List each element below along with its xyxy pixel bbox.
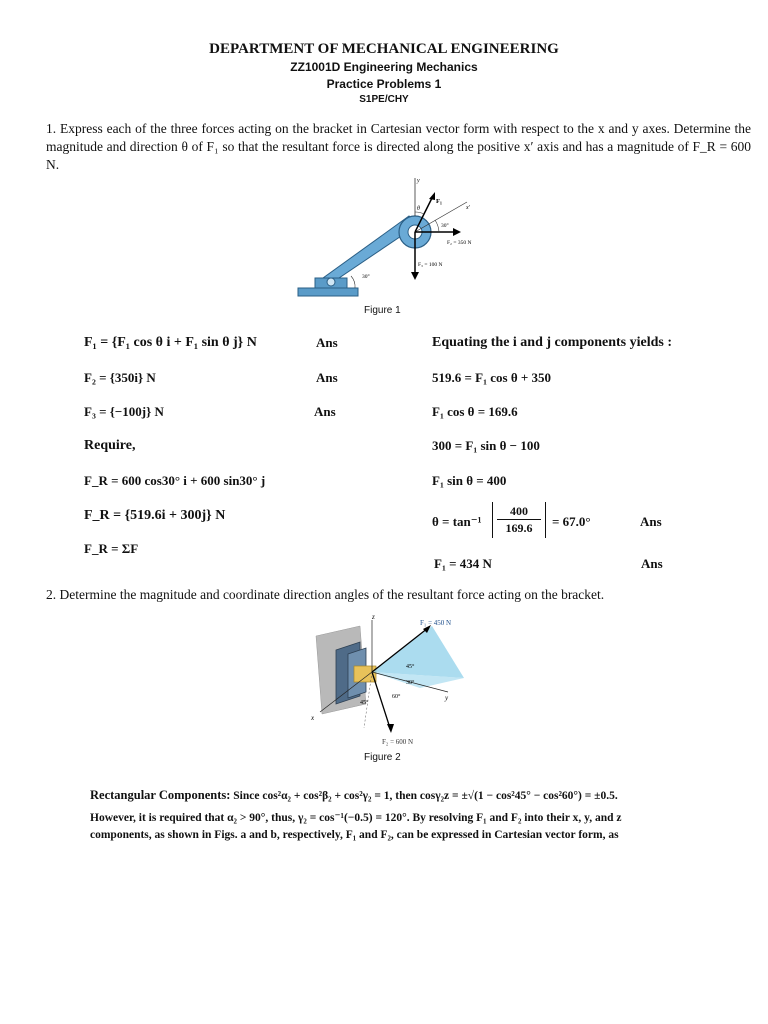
solution-f2: F₂ = {350i} N — [84, 370, 156, 385]
solution-f3-ans: Ans — [314, 404, 336, 419]
course-title: ZZ1001D Engineering Mechanics — [290, 60, 478, 74]
solution-f1-value-ans: Ans — [641, 556, 663, 571]
solution-eq-head: Equating the i and j components yields : — [432, 335, 672, 350]
solution-theta-fraction — [492, 502, 546, 538]
figure-2 — [308, 612, 478, 750]
fig1-label-xprime: x′ — [466, 205, 470, 211]
fig1-label-angle30a: 30° — [441, 223, 449, 229]
solution-fr3: F_R = ΣF — [84, 541, 139, 556]
fig2-label-30: 30° — [406, 680, 415, 686]
solution2-line-3: components, as shown in Figs. a and b, respectively, F₁ and F₂, can be expressed in Cartesian vector form, as — [90, 829, 619, 841]
solution-eq3: 300 = F₁ sin θ − 100 — [432, 438, 540, 453]
solution-fr1: F_R = 600 cos30° i + 600 sin30° j — [84, 473, 266, 488]
solution2-line-1 — [90, 788, 730, 803]
solution-require: Require, — [84, 438, 136, 453]
figure-2-caption: Figure 2 — [364, 752, 401, 763]
figure-1 — [285, 172, 505, 304]
practice-title: Practice Problems 1 — [326, 77, 442, 91]
solution-theta-denominator: 169.6 — [505, 521, 533, 535]
solution-f1-ans: Ans — [316, 335, 338, 350]
fig2-label-45a: 45° — [406, 664, 415, 670]
department-title: DEPARTMENT OF MECHANICAL ENGINEERING — [209, 41, 559, 57]
fig2-label-f2: F₂ = 600 N — [382, 738, 414, 746]
solution-theta-rhs: = 67.0° — [552, 514, 591, 529]
fig2-label-45b: 45° — [360, 700, 369, 706]
fig2-label-x: x — [311, 714, 315, 722]
solution-eq4: F₁ sin θ = 400 — [432, 473, 507, 488]
solution-f3: F₃ = {−100j} N — [84, 404, 164, 419]
fig2-label-y: y — [445, 694, 449, 702]
solution2-rectangular-label: Rectangular Components: — [90, 788, 231, 802]
solution-theta-lhs: θ = tan⁻¹ — [432, 514, 482, 529]
solution-f2-ans: Ans — [316, 370, 338, 385]
course-code: S1PE/CHY — [359, 94, 409, 105]
solution-theta-ans: Ans — [640, 514, 662, 529]
fig1-label-theta: θ — [417, 206, 420, 212]
fig1-label-angle30b: 30° — [362, 274, 370, 280]
solution-theta-numerator: 400 — [497, 503, 541, 520]
problem-1-text: 1. Express each of the three forces acting on the bracket in Cartesian vector form with respect to the x and y axes. Determine the magnitude and direction θ of F₁ so that the resultant force is directed along the positive x′ axis and has a magnitude of F_R = 600 N. — [46, 121, 751, 172]
solution-f1: F₁ = {F₁ cos θ i + F₁ sin θ j} N — [84, 335, 257, 350]
solution-fr2: F_R = {519.6i + 300j} N — [84, 508, 226, 523]
fig1-label-f1: F₁ — [436, 198, 442, 205]
figure-1-caption: Figure 1 — [364, 305, 401, 316]
fig1-label-f2: F₂ = 350 N — [447, 240, 472, 246]
fig1-label-y: y — [417, 178, 420, 184]
solution-eq1: 519.6 = F₁ cos θ + 350 — [432, 370, 552, 385]
solution-eq2: F₁ cos θ = 169.6 — [432, 404, 518, 419]
solution2-line-1-text: Since cos²α₂ + cos²β₂ + cos²γ₂ = 1, then cosγ₂z = ±√(1 − cos²45° − cos²60°) = ±0.5. — [233, 790, 618, 802]
problem-2-text: 2. Determine the magnitude and coordinate direction angles of the resultant force acting on the bracket. — [46, 587, 605, 602]
fig1-label-f3: F₃ = 100 N — [418, 262, 443, 268]
fig2-label-z: z — [372, 613, 375, 621]
solution2-line-2: However, it is required that α₂ > 90°, thus, γ₂ = cos⁻¹(−0.5) = 120°. By resolving F₁ and F₂ into their x, y, and z — [90, 812, 622, 824]
fig2-label-60: 60° — [392, 694, 401, 700]
fig2-label-f1: F₁ = 450 N — [420, 619, 452, 627]
solution-f1-value: F₁ = 434 N — [434, 556, 492, 571]
